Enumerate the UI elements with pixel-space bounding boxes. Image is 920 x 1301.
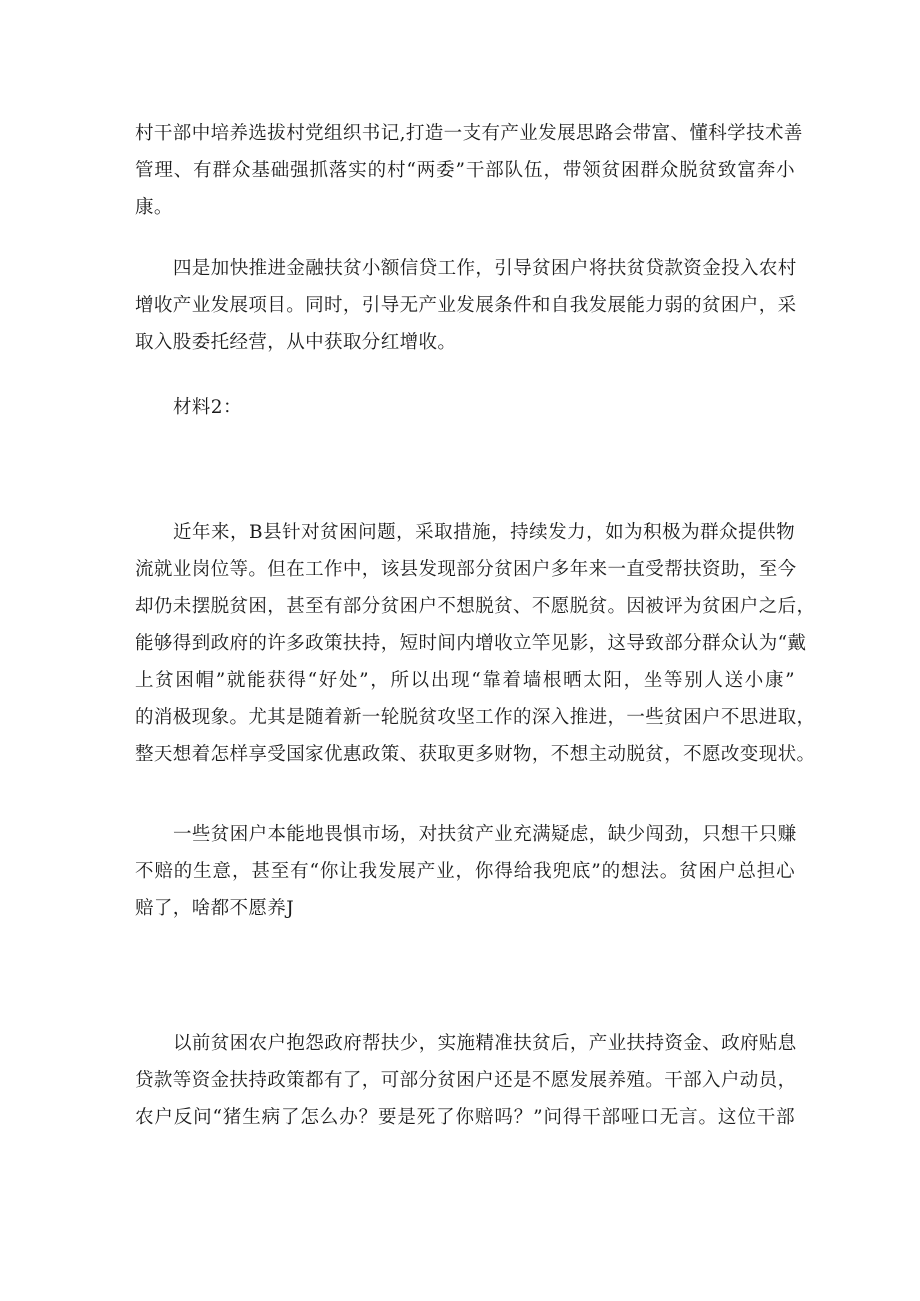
text-line: 村干部中培养选拔村党组织书记,打造一支有产业发展思路会带富、懂科学技术善 <box>135 123 803 144</box>
section-heading-material-2 <box>135 389 795 426</box>
paragraph-village-cadres <box>135 115 803 226</box>
text-line: 以前贫困农户抱怨政府帮扶少，实施精准扶贫后，产业扶持资金、政府贴息 <box>173 1033 797 1054</box>
text-line: 却仍未摆脱贫困，甚至有部分贫困户不想脱贫、不愿脱贫。因被评为贫困户之后， <box>135 596 816 617</box>
text-line: 不赔的生意，甚至有“你让我发展产业，你得给我兜底”的想法。贫困户总担心 <box>135 861 795 882</box>
text-line: 四是加快推进金融扶贫小额信贷工作，引导贫困户将扶贫贷款资金投入农村 <box>173 258 797 279</box>
text-line: 农户反问“猪生病了怎么办？要是死了你赔吗？”问得干部哑口无言。这位干部 <box>135 1107 795 1128</box>
paragraph-farmers-complaint <box>135 1025 795 1136</box>
text-line: 流就业岗位等。但在工作中，该县发现部分贫困户多年来一直受帮扶资助，至今 <box>135 559 797 580</box>
text-line: 康。 <box>135 197 173 218</box>
text-line: 整天想着怎样享受国家优惠政策、获取更多财物，不想主动脱贫，不愿改变现状。 <box>135 744 816 765</box>
paragraph-market-fear <box>135 816 795 927</box>
text-line: 近年来，B县针对贫困问题，采取措施，持续发力，如为积极为群众提供物 <box>173 522 795 543</box>
text-line: 的消极现象。尤其是随着新一轮脱贫攻坚工作的深入推进，一些贫困户不思进取， <box>135 707 816 728</box>
text-line: 材料2： <box>173 397 242 418</box>
text-line: 能够得到政府的许多政策扶持，短时间内增收立竿见影，这导致部分群众认为“戴 <box>135 633 807 654</box>
text-line: 贷款等资金扶持政策都有了，可部分贫困户还是不愿发展养殖。干部入户动员， <box>135 1070 797 1091</box>
text-line: 增收产业发展项目。同时，引导无产业发展条件和自我发展能力弱的贫困户，采 <box>135 295 797 316</box>
text-line: 管理、有群众基础强抓落实的村“两委”干部队伍，带领贫困群众脱贫致富奔小 <box>135 160 795 181</box>
text-line: 赔了，啥都不愿养J <box>135 898 295 919</box>
text-line: 取入股委托经营，从中获取分红增收。 <box>135 332 457 353</box>
paragraph-financial-poverty-relief <box>135 250 795 361</box>
paragraph-county-b <box>135 514 816 773</box>
text-line: 上贫困帽”就能获得“好处”，所以出现“靠着墙根晒太阳，坐等别人送小康” <box>135 670 795 691</box>
text-line: 一些贫困户本能地畏惧市场，对扶贫产业充满疑虑，缺少闯劲，只想干只赚 <box>173 824 797 845</box>
